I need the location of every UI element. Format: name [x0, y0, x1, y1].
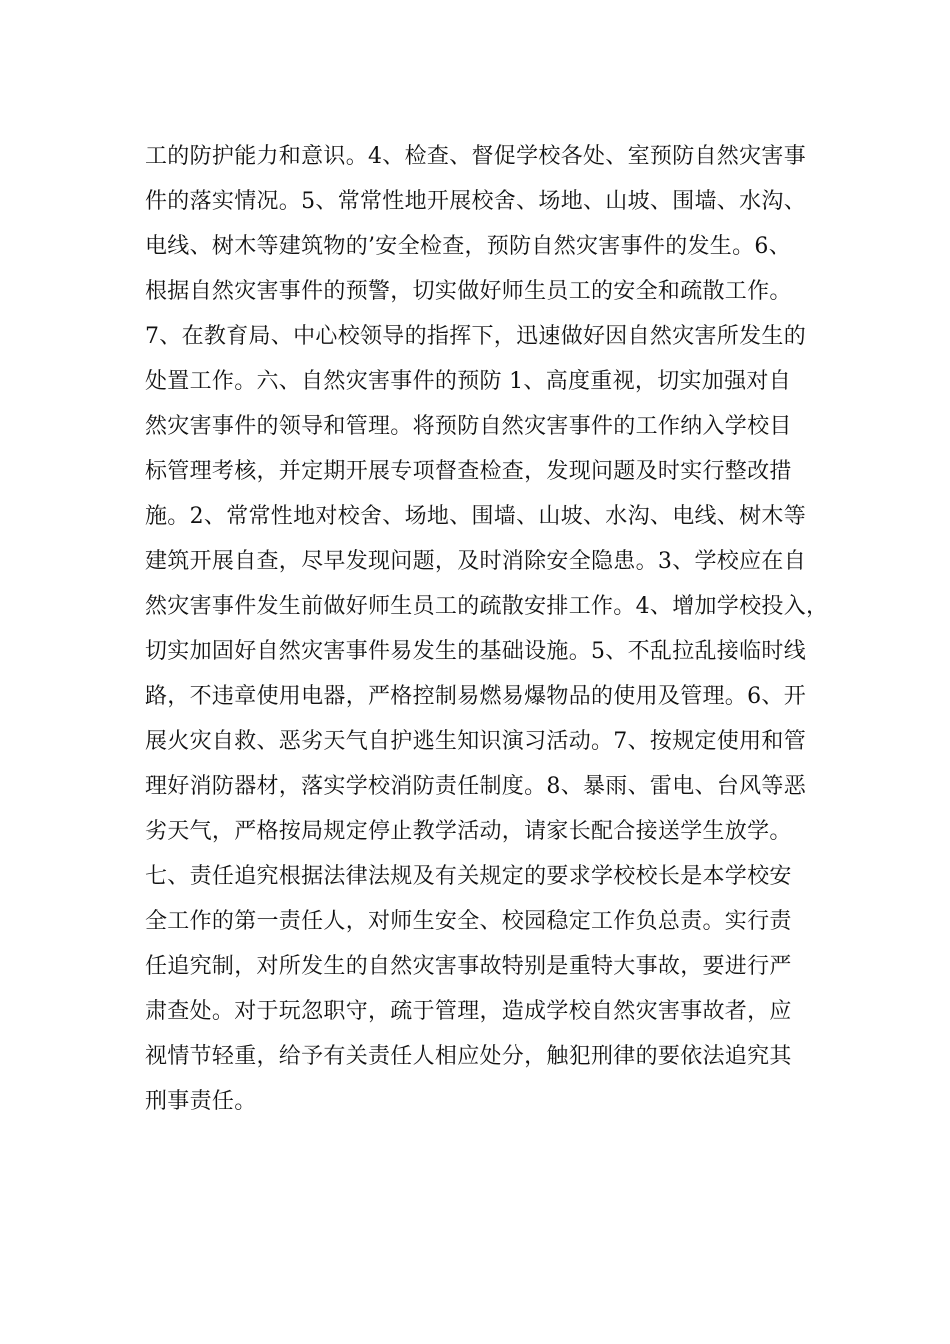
text-line: 展火灾自救、恶劣天气自护逃生知识演习活动。7、按规定使用和管 [145, 729, 806, 754]
document-body [145, 134, 835, 1124]
text-line: 路，不违章使用电器，严格控制易燃易爆物品的使用及管理。6、开 [145, 684, 806, 709]
text-line: 根据自然灾害事件的预警，切实做好师生员工的安全和疏散工作。 [145, 279, 792, 304]
text-line: 劣天气，严格按局规定停止教学活动，请家长配合接送学生放学。 [145, 819, 792, 844]
text-line: 处置工作。六、自然灾害事件的预防 1、高度重视，切实加强对自 [145, 369, 791, 394]
text-line: 切实加固好自然灾害事件易发生的基础设施。5、不乱拉乱接临时线 [145, 639, 806, 664]
text-line: 七、责任追究根据法律法规及有关规定的要求学校校长是本学校安 [145, 864, 792, 889]
text-line: 建筑开展自查，尽早发现问题，及时消除安全隐患。3、学校应在自 [145, 549, 806, 574]
text-line: 标管理考核，并定期开展专项督查检查，发现问题及时实行整改措 [145, 459, 792, 484]
text-line: 理好消防器材，落实学校消防责任制度。8、暴雨、雷电、台风等恶 [145, 774, 806, 799]
text-line: 然灾害事件发生前做好师生员工的疏散安排工作。4、增加学校投入， [145, 594, 829, 619]
text-line: 工的防护能力和意识。4、检查、督促学校各处、室预防自然灾害事 [145, 144, 806, 169]
text-line: 然灾害事件的领导和管理。将预防自然灾害事件的工作纳入学校目 [145, 414, 792, 439]
text-line: 任追究制，对所发生的自然灾害事故特别是重特大事故，要进行严 [145, 954, 792, 979]
text-line: 件的落实情况。5、常常性地开展校舍、场地、山坡、围墙、水沟、 [145, 189, 806, 214]
text-line: 电线、树木等建筑物的’安全检查，预防自然灾害事件的发生。6、 [145, 234, 791, 259]
text-line: 肃查处。对于玩忽职守，疏于管理，造成学校自然灾害事故者，应 [145, 999, 792, 1024]
text-line: 7、在教育局、中心校领导的指挥下，迅速做好因自然灾害所发生的 [145, 324, 806, 349]
text-line: 施。2、常常性地对校舍、场地、围墙、山坡、水沟、电线、树木等 [145, 504, 806, 529]
text-line: 全工作的第一责任人，对师生安全、校园稳定工作负总责。实行责 [145, 909, 792, 934]
text-line: 刑事责任。 [145, 1089, 257, 1114]
text-line: 视情节轻重，给予有关责任人相应处分，触犯刑律的要依法追究其 [145, 1044, 792, 1069]
